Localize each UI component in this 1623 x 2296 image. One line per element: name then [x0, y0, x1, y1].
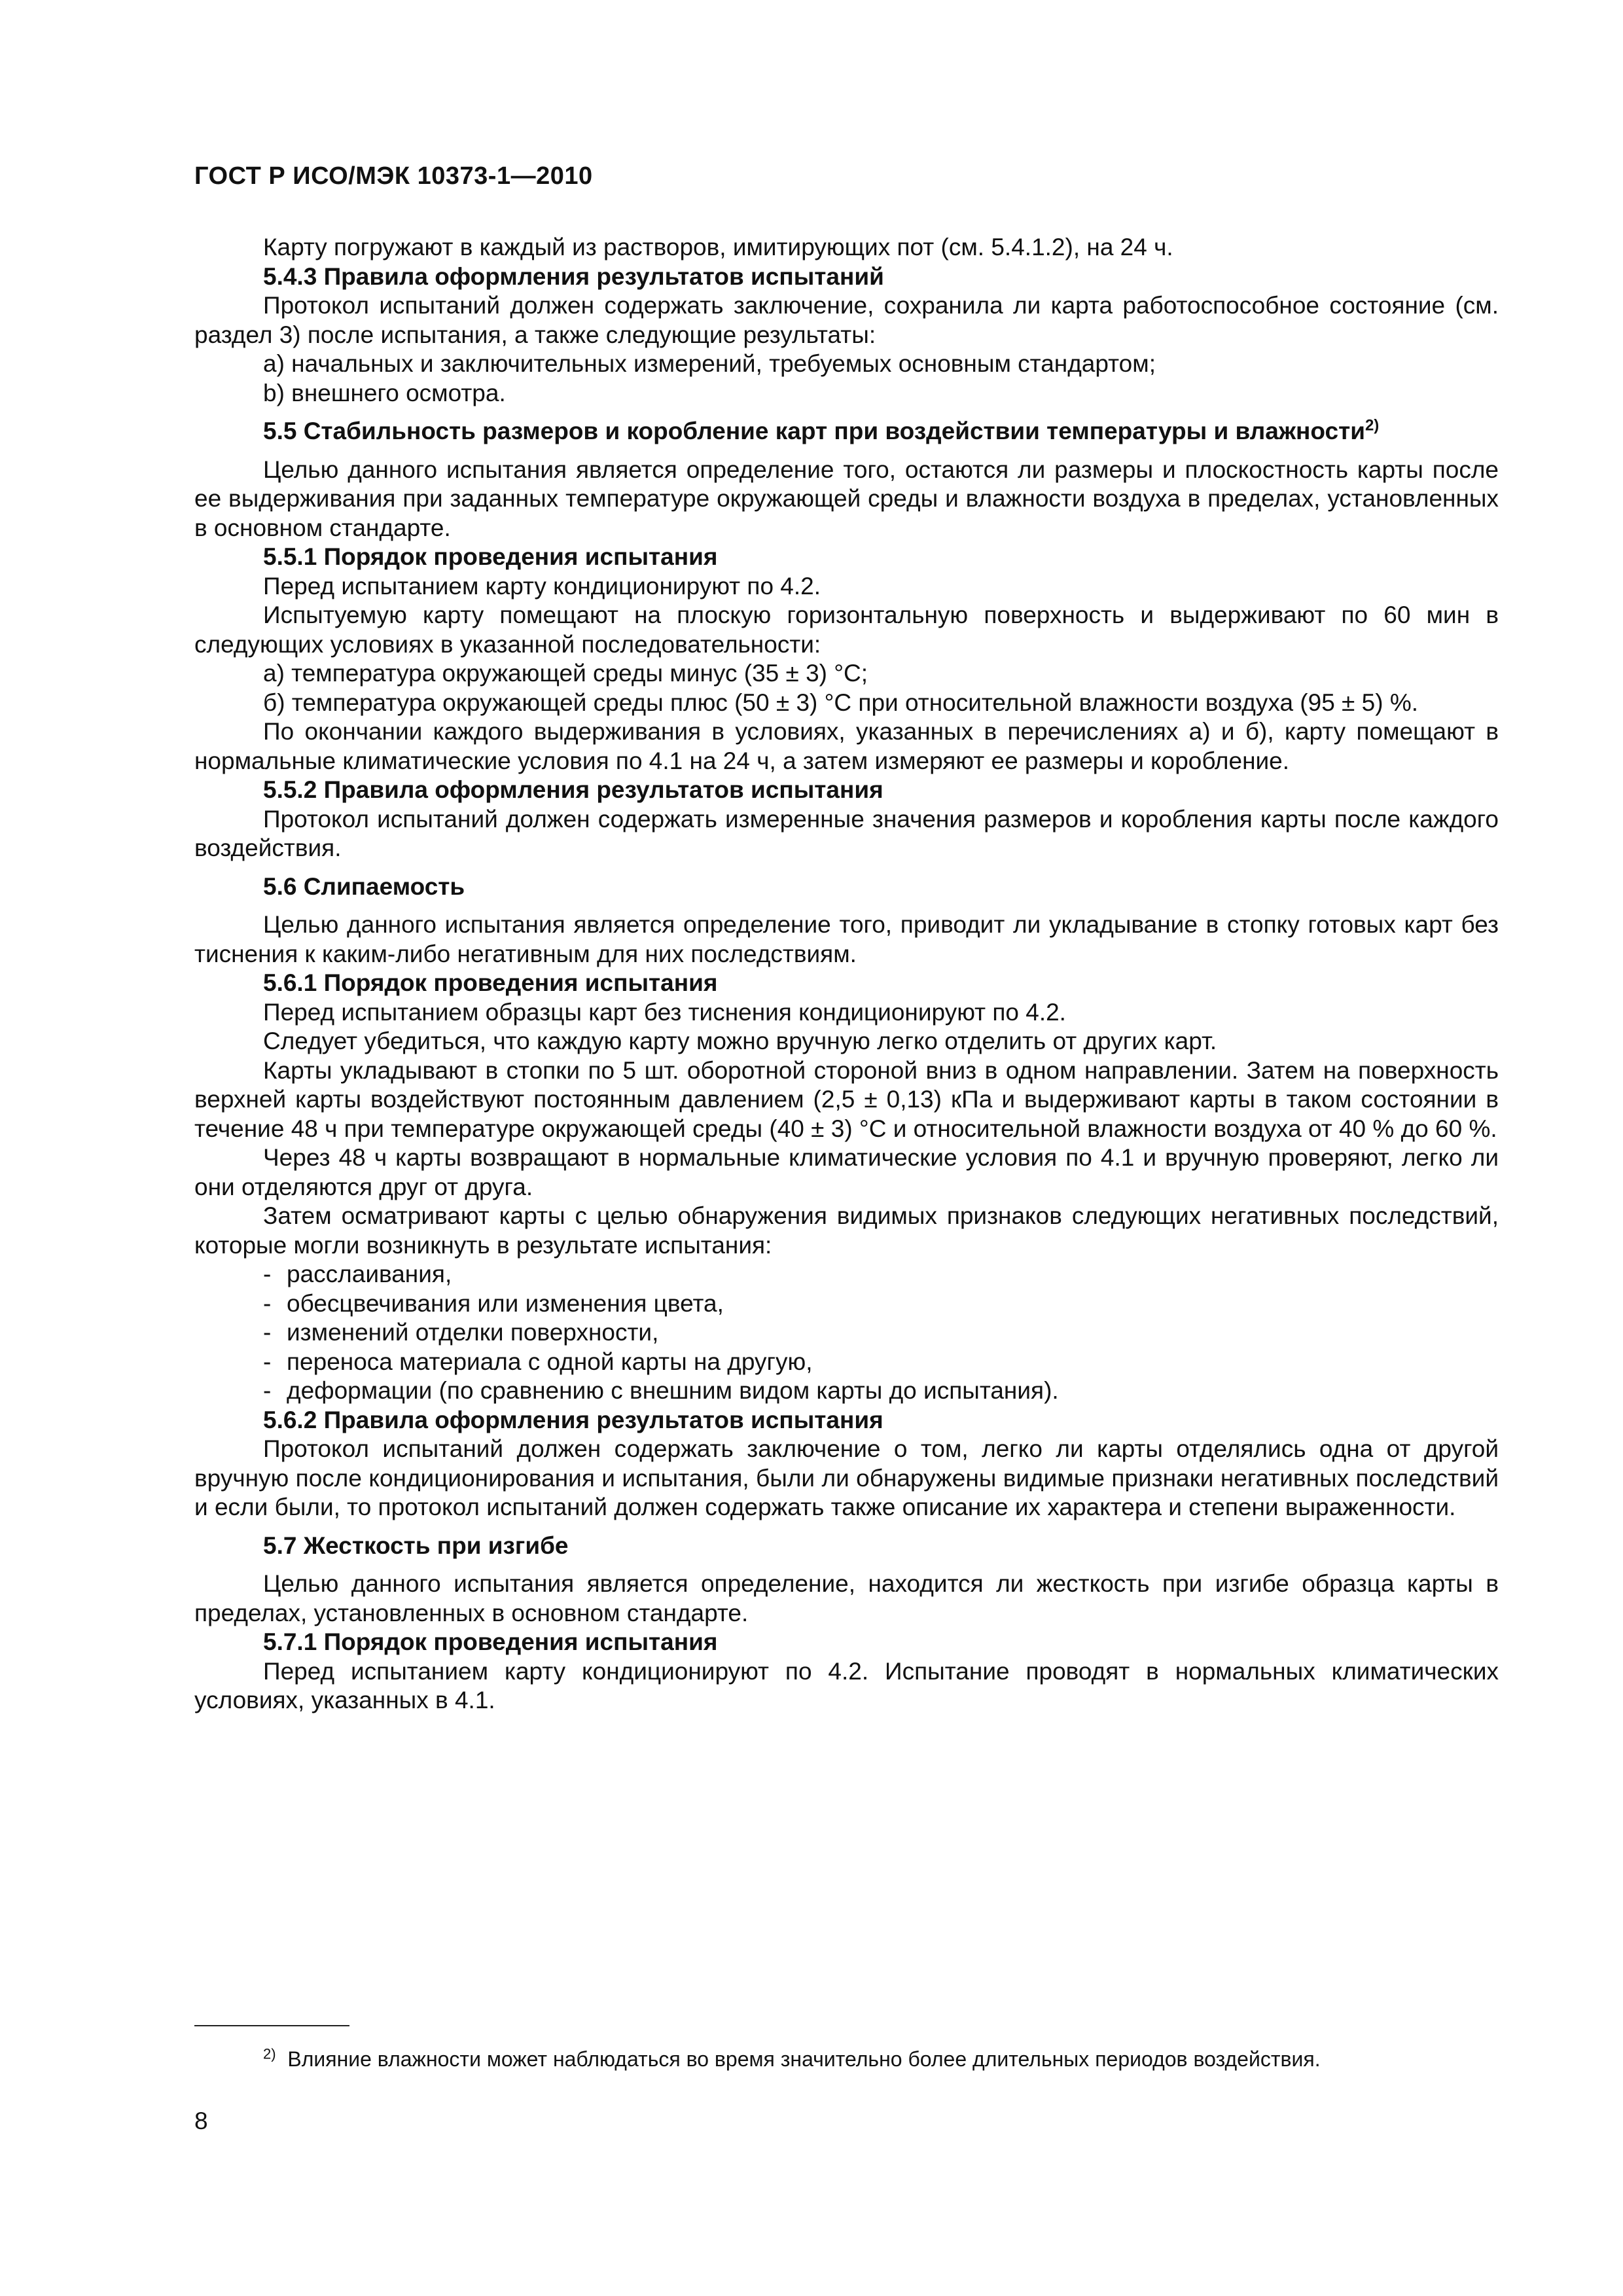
footnote-divider: [194, 2025, 349, 2026]
dash-list-item: [194, 1260, 1499, 1289]
section-heading-5-4-3: 5.4.3 Правила оформления результатов испытаний: [263, 262, 884, 290]
section-heading-5-5: [194, 417, 1499, 446]
paragraph: Испытуемую карту помещают на плоскую горизонтальную поверхность и выдерживают по 60 мин в следующих условиях в указанной последовательности:: [194, 601, 1499, 658]
list-item: а) температура окружающей среды минус (35 ± 3) °C;: [263, 660, 868, 687]
dash-list-item-text: расслаивания,: [287, 1261, 452, 1287]
list-item: a) начальных и заключительных измерений, требуемых основным стандартом;: [263, 350, 1156, 377]
footnote-text: Влияние влажности может наблюдаться во время значительно более длительных периодов воздействия.: [287, 2047, 1321, 2071]
dash-marker: -: [263, 1289, 272, 1317]
dash-list-item-text: переноса материала с одной карты на другую,: [287, 1348, 813, 1375]
paragraph: Через 48 ч карты возвращают в нормальные климатические условия по 4.1 и вручную проверяют, легко ли они отделяются друг от друга.: [194, 1144, 1499, 1200]
dash-list-item-text: изменений отделки поверхности,: [287, 1319, 659, 1346]
dash-marker: -: [263, 1319, 272, 1346]
section-heading-5-5-text: 5.5 Стабильность размеров и коробление карт при воздействии температуры и влажности: [263, 418, 1365, 444]
paragraph: Карту погружают в каждый из растворов, имитирующих пот (см. 5.4.1.2), на 24 ч.: [263, 234, 1173, 260]
dash-marker: -: [263, 1377, 272, 1404]
paragraph: Целью данного испытания является определение того, приводит ли укладывание в стопку готовых карт без тиснения к каким-либо негативным для них последствиям.: [194, 911, 1499, 967]
document-header: ГОСТ Р ИСО/МЭК 10373-1—2010: [194, 162, 593, 190]
section-heading-5-6-1: 5.6.1 Порядок проведения испытания: [263, 969, 718, 996]
dash-list-item: [194, 1318, 1499, 1348]
section-heading-5-6-2: 5.6.2 Правила оформления результатов испытания: [263, 1406, 883, 1433]
paragraph: Протокол испытаний должен содержать заключение о том, легко ли карты отделялись одна от другой вручную после кондиционирования и испытания, были ли обнаружены видимые признаки негативных последствий и если были, то протокол испытаний должен содержать также описание их характера и степени выраженности.: [194, 1435, 1499, 1520]
footnote-reference: 2): [1364, 416, 1380, 435]
section-heading-5-7: 5.7 Жесткость при изгибе: [263, 1532, 569, 1559]
paragraph: Карты укладывают в стопки по 5 шт. оборотной стороной вниз в одном направлении. Затем на поверхность верхней карты воздействуют постоянным давлением (2,5 ± 0,13) кПа и выдерживают карты в таком состоянии в течение 48 ч при температуре окружающей среды (40 ± 3) °C и относительной влажности воздуха от 40 % до 60 %.: [194, 1056, 1499, 1142]
dash-list-item-text: деформации (по сравнению с внешним видом карты до испытания).: [287, 1377, 1059, 1404]
paragraph: Целью данного испытания является определение, находится ли жесткость при изгибе образца карты в пределах, установленных в основном стандарте.: [194, 1570, 1499, 1626]
section-heading-5-6: 5.6 Слипаемость: [263, 872, 465, 900]
dash-list-item: [194, 1289, 1499, 1319]
dash-marker: -: [263, 1261, 272, 1287]
paragraph: Целью данного испытания является определение того, остаются ли размеры и плоскостность карты после ее выдерживания при заданных температуре окружающей среды и влажности воздуха в пределах, установленных в основном стандарте.: [194, 456, 1499, 541]
page-number: 8: [194, 2108, 208, 2134]
section-heading-5-5-2: 5.5.2 Правила оформления результатов испытания: [263, 776, 883, 803]
dash-list-item: [194, 1376, 1499, 1406]
section-heading-5-7-1: 5.7.1 Порядок проведения испытания: [263, 1628, 718, 1655]
paragraph: Затем осматривают карты с целью обнаружения видимых признаков следующих негативных последствий, которые могли возникнуть в результате испытания:: [194, 1202, 1499, 1259]
paragraph: Протокол испытаний должен содержать измеренные значения размеров и коробления карты после каждого воздействия.: [194, 805, 1499, 861]
dash-marker: -: [263, 1348, 272, 1375]
dash-list-item-text: обесцвечивания или изменения цвета,: [287, 1289, 724, 1317]
paragraph: Следует убедиться, что каждую карту можно вручную легко отделить от других карт.: [263, 1028, 1217, 1054]
document-body: [194, 233, 1499, 1715]
list-item: б) температура окружающей среды плюс (50 ± 3) °C при относительной влажности воздуха (95 ± 5) %.: [263, 689, 1418, 716]
paragraph: Протокол испытаний должен содержать заключение, сохранила ли карта работоспособное состояние (см. раздел 3) после испытания, а также следующие результаты:: [194, 292, 1499, 348]
paragraph: Перед испытанием карту кондиционируют по 4.2.: [263, 572, 821, 600]
list-item: b) внешнего осмотра.: [263, 379, 506, 406]
footnote-marker: 2): [263, 2045, 276, 2062]
paragraph: Перед испытанием карту кондиционируют по 4.2. Испытание проводят в нормальных климатических условиях, указанных в 4.1.: [194, 1657, 1499, 1713]
footnote: [263, 2047, 1507, 2072]
dash-list-item: [194, 1348, 1499, 1377]
paragraph: Перед испытанием образцы карт без тиснения кондиционируют по 4.2.: [263, 998, 1066, 1026]
section-heading-5-5-1: 5.5.1 Порядок проведения испытания: [263, 543, 718, 570]
paragraph: По окончании каждого выдерживания в условиях, указанных в перечислениях а) и б), карту помещают в нормальные климатические условия по 4.1 на 24 ч, а затем измеряют ее размеры и коробление.: [194, 718, 1499, 774]
